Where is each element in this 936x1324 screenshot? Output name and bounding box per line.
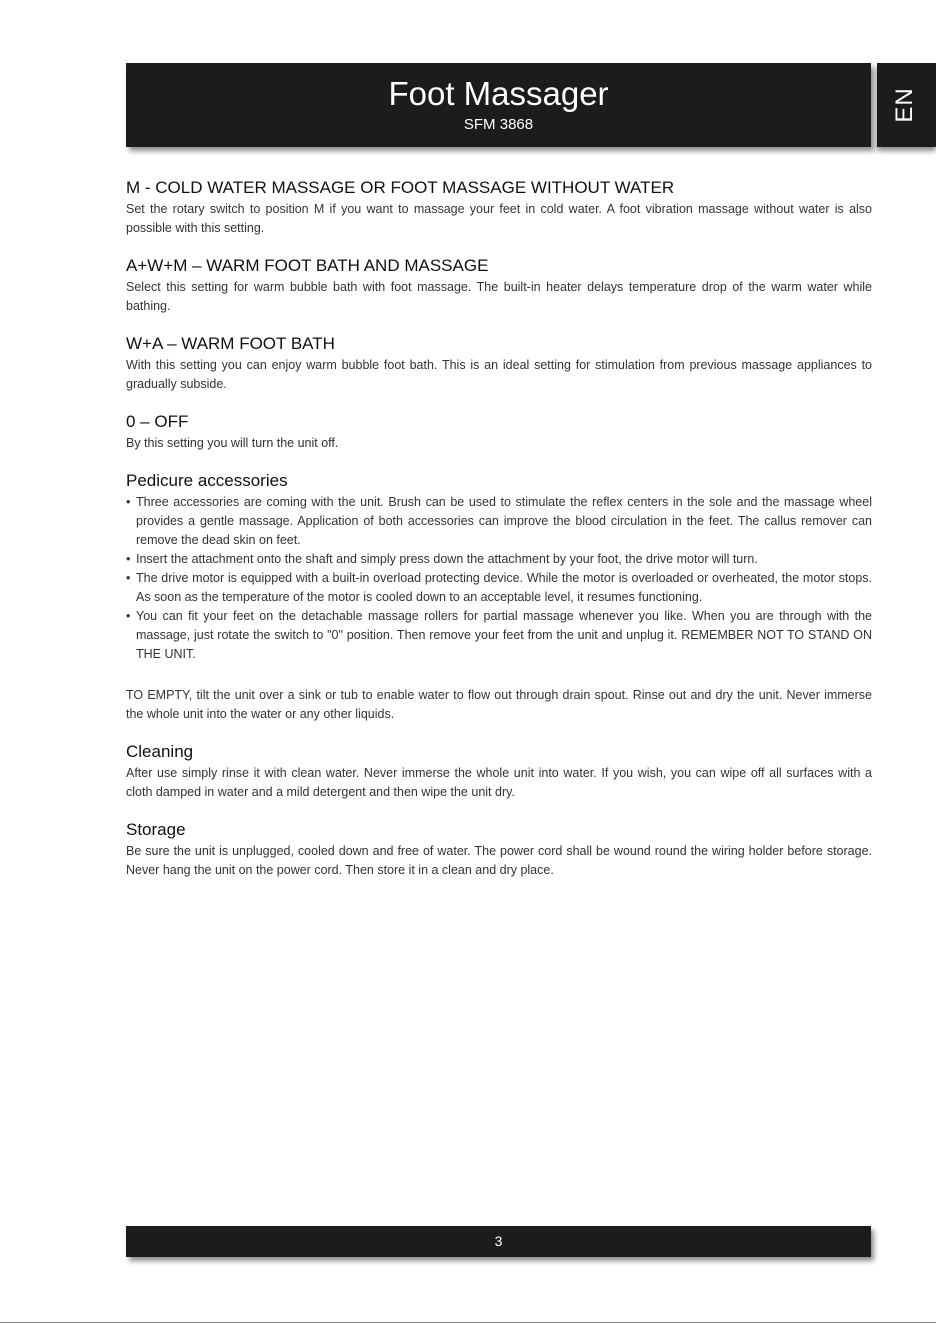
section-heading: A+W+M – WARM FOOT BATH AND MASSAGE [126,256,489,275]
section-heading: M - COLD WATER MASSAGE OR FOOT MASSAGE WITHOUT WATER [126,178,675,197]
page-footer [126,1226,871,1257]
page-title: Foot Massager [388,75,609,112]
bullet-item [126,607,872,664]
section-heading: 0 – OFF [126,412,189,431]
bullet-item [126,569,872,607]
bullet-marker: • [126,552,131,566]
section-heading: Cleaning [126,742,194,761]
bullet-text: You can fit your feet on the detachable massage rollers for partial massage whenever you like. When you are through with the massage, just rotate the switch to "0" position. Then remove your feet from the unit and unplug it. REMEMBER NOT TO STAND ON THE UNIT. [136,609,872,661]
section-heading: Storage [126,820,186,839]
section-body: Be sure the unit is unplugged, cooled down and free of water. The power cord shall be wound round the wiring holder before storage. Never hang the unit on the power cord. Then store it in a clean and dry place. [126,844,872,877]
section-heading: Pedicure accessories [126,471,288,490]
section-off [126,410,872,453]
section-warm-bath [126,332,872,394]
section-storage [126,818,872,880]
section-heading: W+A – WARM FOOT BATH [126,334,335,353]
to-empty-text: TO EMPTY, tilt the unit over a sink or tub to enable water to flow out through drain spout. Rinse out and dry the unit. Never immerse the whole unit into the water or any other liquids. [126,688,872,721]
bullet-marker: • [126,495,131,509]
section-cleaning [126,740,872,802]
section-body: Set the rotary switch to position M if you want to massage your feet in cold water. A foot vibration massage without water is also possible with this setting. [126,202,872,235]
section-pedicure [126,469,872,664]
language-label: EN [891,87,918,123]
manual-content [126,176,872,896]
model-number: SFM 3868 [463,116,534,133]
page-number: 3 [494,1233,503,1249]
bullet-marker: • [126,571,131,585]
section-cold-water [126,176,872,238]
page-header [126,63,871,147]
section-body: After use simply rinse it with clean water. Never immerse the whole unit into water. If you wish, you can wipe off all surfaces with a cloth damped in water and a mild detergent and then wipe the unit dry. [126,766,872,799]
bullet-item [126,550,872,569]
bullet-text: Insert the attachment onto the shaft and simply press down the attachment by your foot, the drive motor will turn. [136,552,758,566]
section-body: With this setting you can enjoy warm bubble foot bath. This is an ideal setting for stimulation from previous massage appliances to gradually subside. [126,358,872,391]
section-body: By this setting you will turn the unit off. [126,436,339,450]
section-warm-bath-massage [126,254,872,316]
language-tab [877,63,936,147]
bullet-marker: • [126,609,131,623]
section-body: Select this setting for warm bubble bath with foot massage. The built-in heater delays temperature drop of the warm water while bathing. [126,280,872,313]
bottom-divider [0,1322,936,1323]
bullet-text: Three accessories are coming with the unit. Brush can be used to stimulate the reflex centers in the sole and the massage wheel provides a gentle massage. Application of both accessories can improve the blood circulation in the feet. The callus remover can remove the dead skin on feet. [136,495,872,547]
bullet-item [126,493,872,550]
bullet-text: The drive motor is equipped with a built-in overload protecting device. While the motor is overloaded or overheated, the motor stops. As soon as the temperature of the motor is cooled down to an acceptable level, it resumes functioning. [136,571,872,604]
section-to-empty [126,686,872,724]
